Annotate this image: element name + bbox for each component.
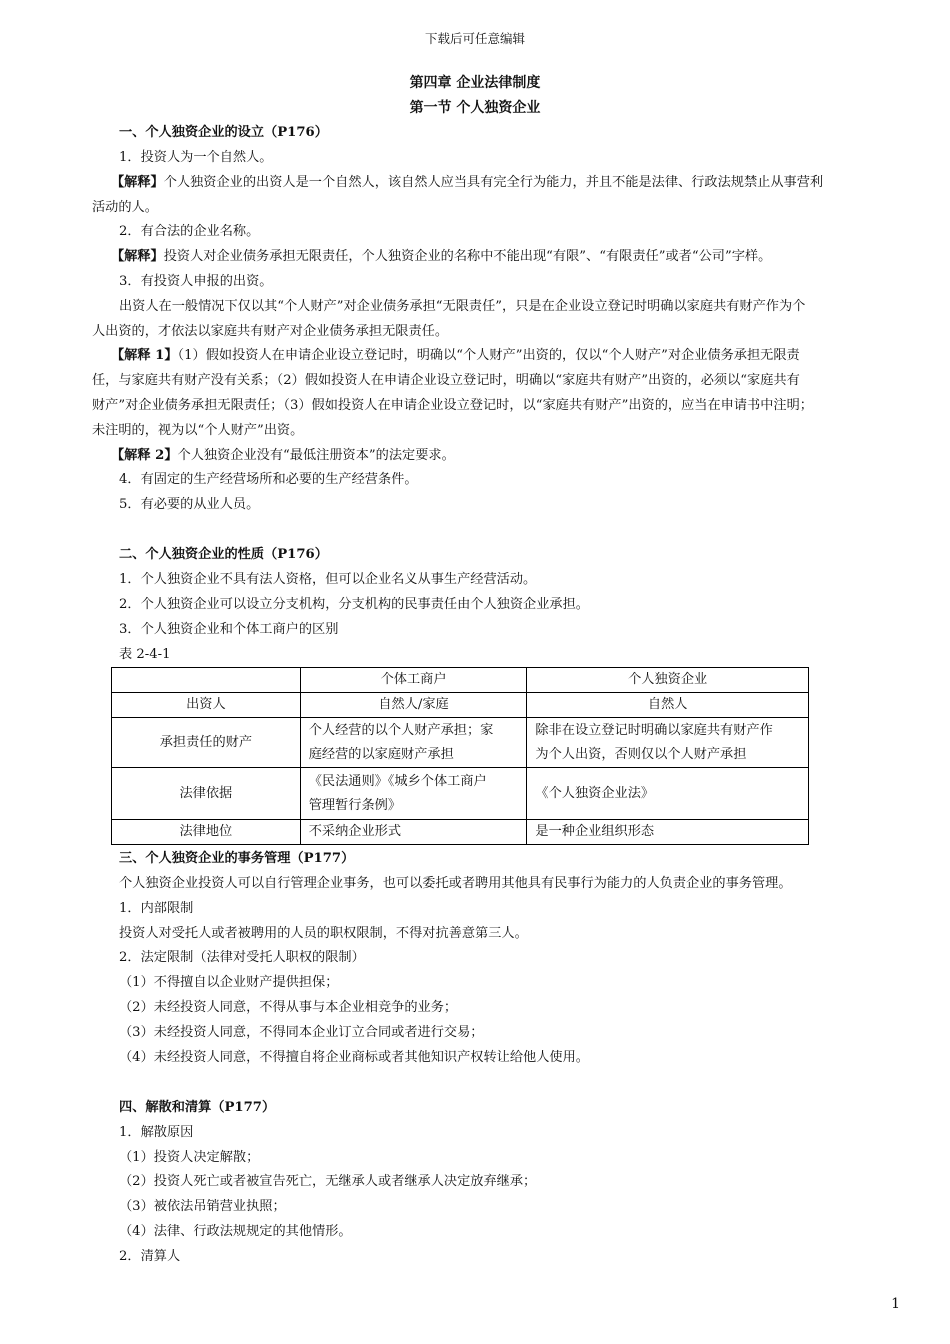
note-label: 【解释 1】: [111, 348, 178, 363]
chapter-title: 第四章 企业法律制度: [409, 75, 541, 91]
paragraph-text: 投资人对企业债务承担无限责任，个人独资企业的名称中不能出现“有限”、“有限责任”或者“公司”字样。: [163, 249, 772, 264]
note-label: 【解释】: [111, 249, 164, 264]
table-cell: [300, 768, 527, 820]
cell-line: 为个人出资，否则仅以个人财产承担: [535, 746, 747, 762]
paragraph: 3．个人独资企业和个体工商户的区别: [119, 622, 339, 637]
paragraph: 4．有固定的生产经营场所和必要的生产经营条件。: [119, 472, 418, 487]
cell-line: 除非在设立登记时明确以家庭共有财产作: [535, 722, 773, 738]
paragraph: 2．有合法的企业名称。: [119, 224, 260, 239]
list-item: （2）投资人死亡或者被宣告死亡，无继承人或者继承人决定放弃继承；: [119, 1174, 537, 1189]
paragraph: 1．解散原因: [119, 1125, 194, 1140]
paragraph: 出资人在一般情况下仅以其“个人财产”对企业债务承担“无限责任”，只是在企业设立登记时明确以家庭共有财产作为个: [119, 299, 806, 314]
paragraph: [111, 244, 771, 269]
paragraph: [111, 343, 800, 368]
paragraph-text: （1）假如投资人在申请企业设立登记时，明确以“个人财产”出资的，仅以“个人财产”对企业债务承担无限责: [177, 348, 800, 363]
cell-line: 个人经营的以个人财产承担；家: [308, 722, 494, 738]
row-label-cell: 法律依据: [112, 768, 301, 820]
paragraph: 投资人对受托人或者被聘用的人员的职权限制，不得对抗善意第三人。: [119, 926, 528, 941]
table-header-cell: 个体工商户: [300, 668, 527, 693]
paragraph: 人出资的，才依法以家庭共有财产对企业债务承担无限责任。: [92, 324, 449, 339]
paragraph: 2．清算人: [119, 1249, 181, 1264]
table-cell: 自然人: [527, 693, 809, 718]
cell-line: 管理暂行条例》: [308, 797, 402, 813]
table-cell: 不采纳企业形式: [300, 820, 527, 845]
table-header-cell: 个人独资企业: [527, 668, 809, 693]
section-4-heading: 四、解散和清算（P177）: [119, 1100, 276, 1115]
list-item: （2）未经投资人同意，不得从事与本企业相竞争的业务；: [119, 1000, 458, 1015]
paragraph: 2．个人独资企业可以设立分支机构，分支机构的民事责任由个人独资企业承担。: [119, 597, 589, 612]
row-label-cell: 承担责任的财产: [112, 718, 301, 768]
table-row: [112, 718, 809, 768]
table-cell: 《个人独资企业法》: [527, 768, 809, 820]
list-item: （1）不得擅自以企业财产提供担保；: [119, 975, 339, 990]
list-item: （4）法律、行政法规规定的其他情形。: [119, 1224, 352, 1239]
list-item: （4）未经投资人同意，不得擅自将企业商标或者其他知识产权转让给他人使用。: [119, 1050, 589, 1065]
paragraph: 未注明的，视为以“个人财产”出资。: [92, 423, 304, 438]
section-title: 第一节 个人独资企业: [409, 100, 541, 116]
note-label: 【解释】: [111, 175, 164, 190]
paragraph: 2．法定限制（法律对受托人职权的限制）: [119, 950, 365, 965]
paragraph: 1．投资人为一个自然人。: [119, 150, 273, 165]
list-item: （1）投资人决定解散；: [119, 1150, 260, 1165]
table-cell: [300, 718, 527, 768]
cell-line: 庭经营的以家庭财产承担: [308, 746, 454, 762]
note-label: 【解释 2】: [111, 448, 178, 463]
table-row: [112, 693, 809, 718]
section-3-heading: 三、个人独资企业的事务管理（P177）: [119, 851, 355, 866]
page-number: 1: [891, 1296, 900, 1312]
list-item: （3）未经投资人同意，不得同本企业订立合同或者进行交易；: [119, 1025, 484, 1040]
table-cell: 是一种企业组织形态: [527, 820, 809, 845]
paragraph: 1．个人独资企业不具有法人资格，但可以企业名义从事生产经营活动。: [119, 572, 537, 587]
table-row: [112, 768, 809, 820]
paragraph: 活动的人。: [92, 200, 158, 215]
section-1-heading: 一、个人独资企业的设立（P176）: [119, 125, 328, 140]
paragraph: [111, 170, 823, 195]
paragraph-text: 个人独资企业的出资人是一个自然人，该自然人应当具有完全行为能力，并且不能是法律、行政法规禁止从事营利: [163, 175, 824, 190]
cell-line: 《民法通则》《城乡个体工商户: [308, 773, 487, 789]
list-item: （3）被依法吊销营业执照；: [119, 1199, 286, 1214]
table-cell: 自然人/家庭: [300, 693, 527, 718]
row-label-cell: 出资人: [112, 693, 301, 718]
table-row: [112, 820, 809, 845]
table-header-cell: [112, 668, 301, 693]
paragraph: 任，与家庭共有财产没有关系；（2）假如投资人在申请企业设立登记时，明确以“家庭共有财产”出资的，必须以“家庭共有: [92, 373, 800, 388]
paragraph-text: 个人独资企业没有“最低注册资本”的法定要求。: [177, 448, 455, 463]
row-label-cell: 法律地位: [112, 820, 301, 845]
paragraph: 个人独资企业投资人可以自行管理企业事务，也可以委托或者聘用其他具有民事行为能力的人负责企业的事务管理。: [119, 876, 792, 891]
page-header: 下载后可任意编辑: [424, 31, 525, 46]
table-cell: [527, 718, 809, 768]
table-header-row: [112, 668, 809, 693]
paragraph: 5．有必要的从业人员。: [119, 497, 260, 512]
section-2-heading: 二、个人独资企业的性质（P176）: [119, 547, 328, 562]
table-caption: 表 2-4-1: [119, 647, 171, 662]
paragraph: [111, 443, 455, 468]
paragraph: 财产”对企业债务承担无限责任；（3）假如投资人在申请企业设立登记时，以“家庭共有财产”出资的，应当在申请书中注明；: [92, 398, 813, 413]
comparison-table: [111, 667, 809, 845]
paragraph: 3．有投资人申报的出资。: [119, 274, 273, 289]
paragraph: 1．内部限制: [119, 901, 194, 916]
